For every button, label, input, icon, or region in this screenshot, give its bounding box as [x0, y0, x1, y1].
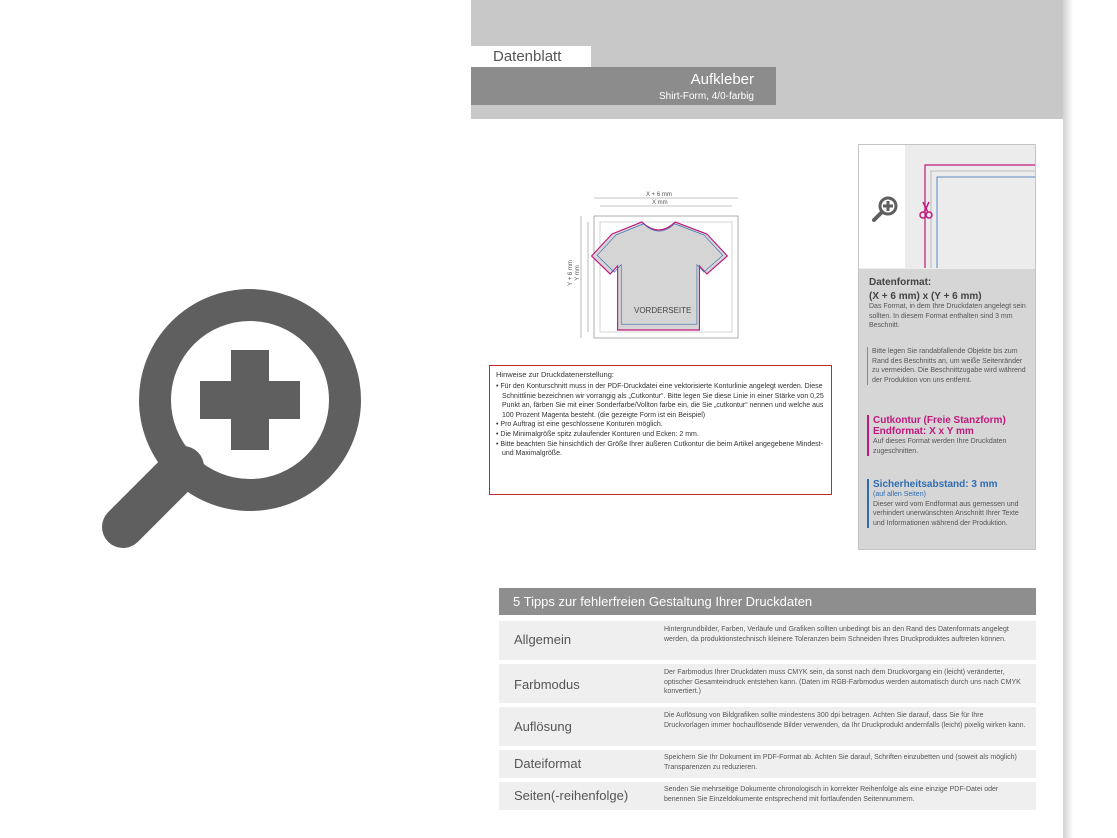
datasheet-page[interactable] [471, 0, 1063, 838]
tip-text: Der Farbmodus Ihrer Druckdaten muss CMYK sein, da sonst nach dem Druckvorgang ein (leicht) veränderter, optischer Gesamteindruck entstehen kann. (Daten im RGB-Farbmodus werden automatisch durch uns nach CMYK konvertiert.) [664, 669, 1021, 695]
tips-header: 5 Tipps zur fehlerfreien Gestaltung Ihrer Druckdaten [499, 588, 1036, 615]
tip-row [499, 782, 1036, 810]
side-panel [858, 144, 1036, 550]
tip-row [499, 750, 1036, 778]
side-text [859, 269, 1035, 549]
tip-label: Dateiformat [514, 756, 582, 771]
tip-row [499, 664, 1036, 703]
shirt-diagram [567, 190, 746, 340]
front-label: VORDERSEITE [634, 306, 692, 315]
side-preview [859, 145, 1035, 268]
page-shadow [1063, 0, 1073, 838]
tip-text: Speichern Sie Ihr Dokument im PDF-Format ab. Achten Sie darauf, Schriften einzubetten und (soweit als möglich) Transparenzen zu reduzieren. [664, 754, 1017, 771]
format-head: Datenformat: [869, 277, 932, 288]
hint-item: • Pro Auftrag ist eine geschlossene Konturen möglich. [496, 421, 663, 429]
title-bar [471, 67, 776, 105]
tip-label: Auflösung [514, 719, 572, 734]
tip-text: Die Auflösung von Bildgrafiken sollte mindestens 300 dpi betragen. Achten Sie darauf, dass Sie für Ihre Druckvorlagen immer hochauflösende Bilder verwenden, da Ihr Druckprodukt andernfalls (leicht) pixelig wirken kann. [664, 712, 1026, 729]
safe-desc: Dieser wird vom Endformat aus gemessen und verhindert unerwünschten Anschnitt Ihrer Texte und Informationen während der Produktion. [873, 500, 1019, 527]
hint-item: • Die Minimalgröße spitz zulaufender Konturen und Ecken: 2 mm. [496, 430, 699, 438]
tip-label: Seiten(-reihenfolge) [514, 788, 629, 803]
scissors-icon [919, 201, 933, 224]
zoom-in-icon[interactable] [95, 270, 365, 560]
tip-label: Allgemein [514, 632, 572, 647]
cut-desc: Auf dieses Format werden Ihre Druckdaten zugeschnitten. [873, 438, 1007, 455]
tip-label: Farbmodus [514, 677, 580, 692]
width-outer-label: X + 6 mm [646, 192, 672, 198]
width-inner-label: X mm [652, 200, 668, 206]
tab-datenblatt[interactable]: Datenblatt [471, 46, 591, 67]
bleed-desc: Bitte legen Sie randabfallende Objekte bis zum Rand des Beschnitts an, um weiße Seitenränder zu vermeiden. Die Beschnittzugabe wird während der Produktion von uns entfernt. [872, 348, 1026, 384]
cut-format: Endformat: X x Y mm [873, 426, 974, 437]
tip-text: Hintergrundbilder, Farben, Verläufe und Grafiken sollten unbedingt bis an den Rand des Datenformats angelegt werden, da produktionstechnisch kleinere Toleranzen beim Schneiden Ihres Druckproduktes auftreten können. [664, 626, 1009, 643]
safe-sub: (auf allen Seiten) [873, 491, 926, 498]
tip-row [499, 707, 1036, 746]
format-desc: Das Format, in dem Ihre Druckdaten angelegt sein sollten. In diesem Format enthalten sind 3 mm Beschnitt. [869, 303, 1026, 329]
tip-text: Senden Sie mehrseitige Dokumente chronologisch in korrekter Reihenfolge als eine einzige PDF-Datei oder benennen Sie Einzeldokumente entsprechend mit fortlaufenden Seitennummern. [664, 786, 999, 803]
cut-head: Cutkontur (Freie Stanzform) [873, 415, 1006, 426]
hints-title: Hinweise zur Druckdatenerstellung: [496, 370, 614, 379]
doc-subtitle: Shirt-Form, 4/0-farbig [658, 91, 754, 102]
hint-item: • Bitte beachten Sie hinsichtlich der Größe Ihrer äußeren Cutkontur die beim Artikel angegebene Mindest- und Maximalgröße. [496, 440, 823, 458]
height-outer-label: Y + 6 mm [567, 260, 574, 286]
tip-row [499, 621, 1036, 660]
safe-head: Sicherheitsabstand: 3 mm [873, 479, 998, 490]
height-inner-label: Y mm [574, 265, 581, 281]
hint-item: • Für den Konturschnitt muss in der PDF-Druckdatei eine vektorisierte Konturlinie angelegt werden. Diese Schnittlinie bezeichnen wir vorrangig als „Cutkontur“. Bitte legen Sie diese Linie in einer Stärke von 0,25 Punkt an, färben Sie mit einer Sonderfarbe/Vollton farbe ein, die Sie „cutkontur“ nennen und welche aus 100 Prozent Magenta besteht. (die gezeigte Form ist ein Beispiel) [496, 383, 824, 419]
doc-title: Aufkleber [690, 71, 754, 88]
format-formula: (X + 6 mm) x (Y + 6 mm) [869, 291, 982, 302]
zoom-in-icon[interactable] [871, 195, 899, 228]
hints-box [489, 365, 832, 495]
